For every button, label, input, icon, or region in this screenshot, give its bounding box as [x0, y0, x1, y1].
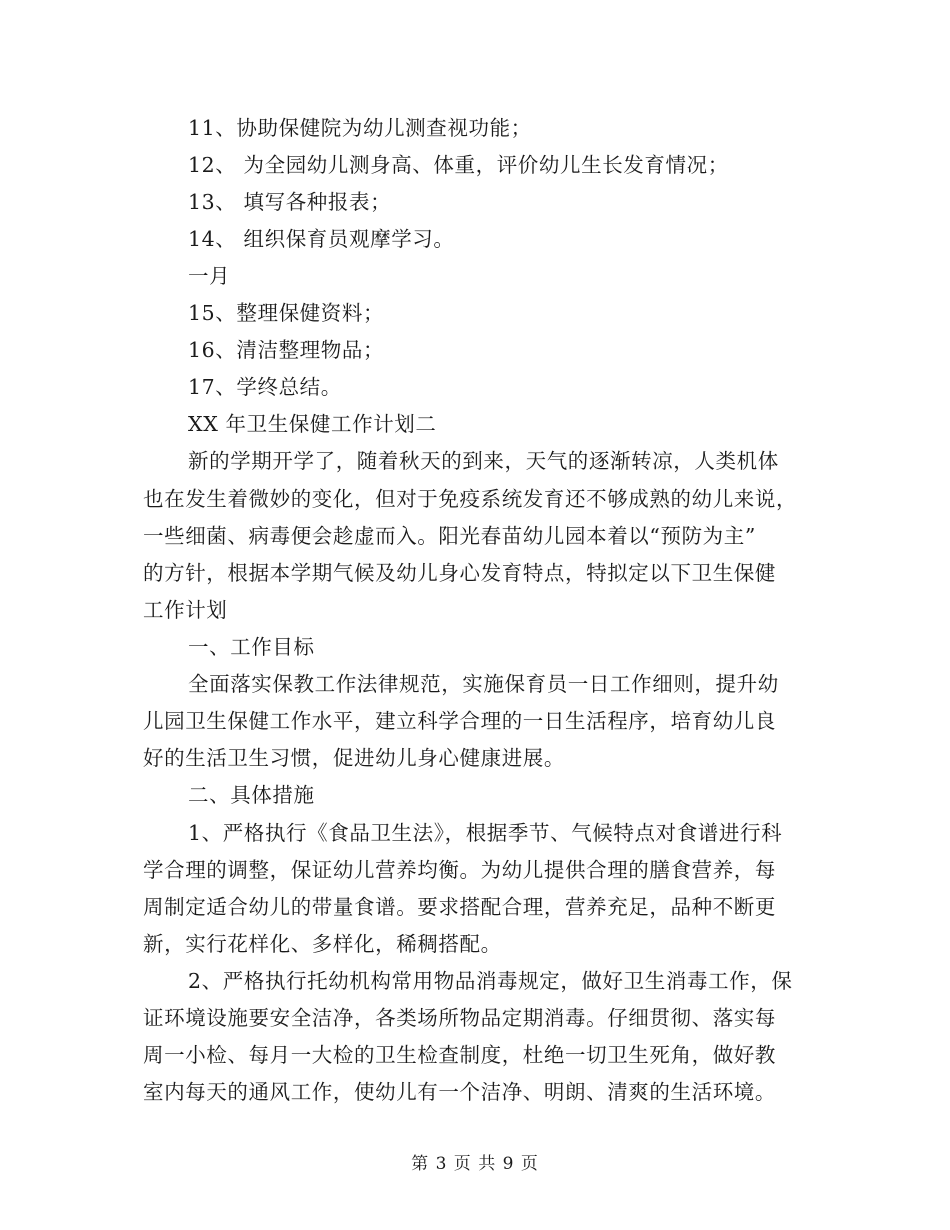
paragraph-line: 一些细菌、病毒便会趁虚而入。阳光春苗幼儿园本着以“预防为主”	[143, 524, 756, 548]
paragraph-line: 学合理的调整，保证幼儿营养均衡。为幼儿提供合理的膳食营养，每	[143, 858, 776, 882]
section-title: XX 年卫生保健工作计划二	[188, 412, 437, 436]
paragraph-line: 也在发生着微妙的变化，但对于免疫系统发育还不够成熟的幼儿来说，	[143, 487, 798, 511]
list-item-16: 16、清洁整理物品；	[188, 338, 385, 362]
paragraph-line: 室内每天的通风工作，使幼儿有一个洁净、明朗、清爽的生活环境。	[143, 1080, 776, 1104]
list-item-12: 12、 为全园幼儿测身高、体重，评价幼儿生长发育情况；	[188, 153, 729, 177]
paragraph-line: 新，实行花样化、多样化，稀稠搭配。	[143, 932, 502, 956]
list-item-11: 11、协助保健院为幼儿测查视功能；	[188, 116, 532, 140]
list-item-17: 17、学终总结。	[188, 375, 342, 399]
list-item-14: 14、 组织保育员观摩学习。	[188, 227, 455, 251]
paragraph-line: 工作计划	[143, 598, 228, 622]
paragraph-line: 新的学期开学了，随着秋天的到来，天气的逐渐转凉，人类机体	[188, 449, 779, 473]
paragraph-line: 周制定适合幼儿的带量食谱。要求搭配合理，营养充足，品种不断更	[143, 895, 776, 919]
paragraph-line: 好的生活卫生习惯，促进幼儿身心健康进展。	[143, 746, 565, 770]
paragraph-line: 全面落实保教工作法律规范，实施保育员一日工作细则，提升幼	[188, 672, 779, 696]
list-item-15: 15、整理保健资料；	[188, 301, 385, 325]
paragraph-line: 的方针，根据本学期气候及幼儿身心发育特点，特拟定以下卫生保健	[143, 561, 776, 585]
list-item-13: 13、 填写各种报表；	[188, 190, 392, 214]
paragraph-line: 1、严格执行《食品卫生法》，根据季节、气候特点对食谱进行科	[188, 821, 783, 845]
paragraph-line: 周一小检、每月一大检的卫生检查制度，杜绝一切卫生死角，做好教	[143, 1043, 776, 1067]
page-number-footer: 第 3 页 共 9 页	[411, 1154, 539, 1174]
heading-measures: 二、具体措施	[188, 783, 315, 807]
heading-goals: 一、工作目标	[188, 635, 315, 659]
paragraph-line: 证环境设施要安全洁净，各类场所物品定期消毒。仔细贯彻、落实每	[143, 1006, 776, 1030]
paragraph-line: 2、严格执行托幼机构常用物品消毒规定，做好卫生消毒工作，保	[188, 969, 793, 993]
paragraph-line: 儿园卫生保健工作水平，建立科学合理的一日生活程序，培育幼儿良	[143, 709, 776, 733]
month-heading: 一月	[188, 264, 231, 288]
